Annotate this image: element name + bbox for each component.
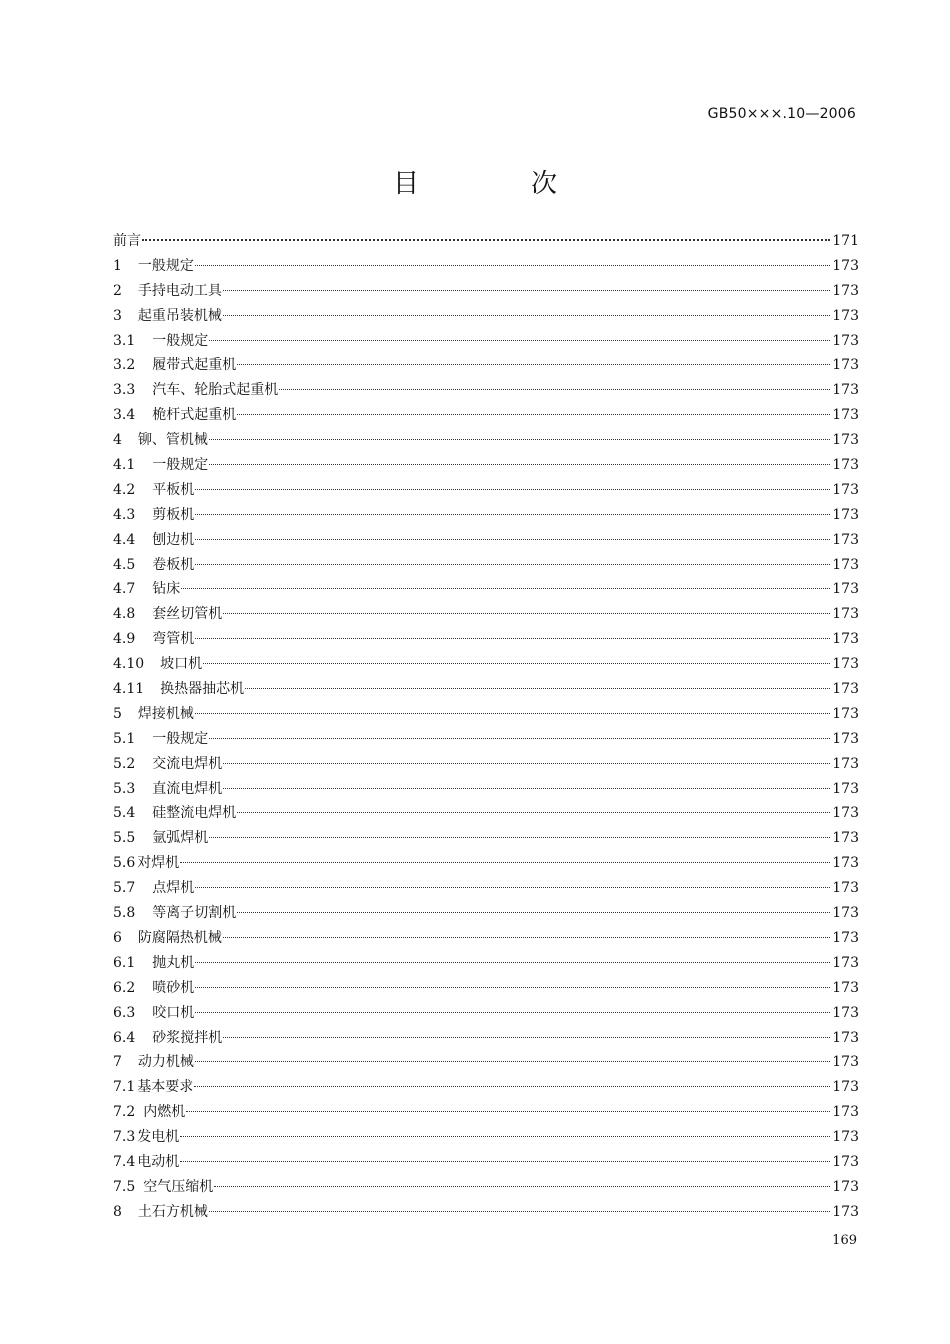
toc-entry-number: 3: [113, 307, 122, 324]
toc-entry-label: 钻床: [152, 581, 181, 598]
toc-entry-label: 前言: [113, 233, 141, 249]
toc-entry-label: 铆、管机械: [137, 432, 208, 449]
toc-entry-page: 173: [832, 432, 859, 449]
document-code: GB50×××.10—2006: [707, 106, 856, 122]
toc-entry-label: 剪板机: [152, 506, 195, 523]
toc-entry-label: 交流电焊机: [152, 755, 223, 772]
toc-entry-label: 一般规定: [152, 332, 209, 349]
toc-entry-page: 173: [832, 954, 859, 971]
toc-entry-page: 173: [832, 1178, 859, 1195]
toc-entry[interactable]: [113, 279, 859, 304]
toc-entry-number: 5.2: [113, 755, 136, 772]
toc-entry-label: 内燃机: [143, 1104, 186, 1121]
toc-entry-page: 173: [832, 1104, 859, 1121]
dot-leader: [195, 887, 830, 888]
toc-entry-page: 173: [832, 581, 859, 598]
toc-entry-label: 土石方机械: [137, 1203, 208, 1220]
toc-entry-label: 起重吊装机械: [137, 307, 222, 324]
dot-leader: [237, 364, 830, 365]
toc-entry-number: 6: [113, 929, 122, 946]
dot-leader: [195, 1012, 830, 1013]
toc-entry-number: 4.8: [113, 606, 136, 623]
toc-entry-number: 3.2: [113, 357, 136, 374]
toc-entry-page: 173: [832, 357, 859, 374]
toc-entry-label: 氩弧焊机: [152, 830, 209, 847]
toc-entry-label: 动力机械: [137, 1054, 194, 1071]
toc-entry-label: 一般规定: [137, 257, 194, 274]
toc-entry-number: 5.6: [113, 855, 136, 872]
toc-entry[interactable]: [113, 229, 859, 254]
toc-entry[interactable]: [113, 1050, 859, 1075]
dot-leader: [223, 763, 830, 764]
toc-entry[interactable]: [113, 1026, 859, 1051]
toc-entry-number: 4.7: [113, 581, 136, 598]
toc-entry[interactable]: [113, 353, 859, 378]
toc-entry[interactable]: [113, 951, 859, 976]
toc-entry-label: 履带式起重机: [152, 357, 237, 374]
toc-entry-number: 4.11: [113, 681, 145, 698]
toc-entry[interactable]: [113, 1125, 859, 1150]
toc-entry-number: 2: [113, 282, 122, 299]
toc-entry-label: 坡口机: [160, 656, 203, 673]
toc-entry-number: 4.4: [113, 531, 136, 548]
toc-entry-page: 173: [832, 307, 859, 324]
title-char-1: 目: [392, 169, 419, 199]
dot-leader: [223, 613, 830, 614]
toc-entry-number: 5.1: [113, 730, 136, 747]
toc-entry[interactable]: [113, 403, 859, 428]
toc-entry-label: 抛丸机: [152, 954, 195, 971]
toc-entry-page: 173: [832, 979, 859, 996]
toc-entry[interactable]: [113, 1075, 859, 1100]
toc-entry-page: 173: [832, 556, 859, 573]
dot-leader: [195, 638, 830, 639]
toc-entry-page: 173: [832, 805, 859, 822]
toc-entry-number: 7.4: [113, 1153, 136, 1170]
toc-entry[interactable]: [113, 1100, 859, 1125]
toc-entry[interactable]: [113, 627, 859, 652]
toc-entry-page: 173: [832, 606, 859, 623]
dot-leader: [195, 713, 830, 714]
toc-entry-page: 173: [832, 1203, 859, 1220]
dot-leader: [195, 489, 830, 490]
toc-entry[interactable]: [113, 702, 859, 727]
toc-entry-label: 套丝切管机: [152, 606, 223, 623]
toc-entry[interactable]: [113, 777, 859, 802]
toc-entry[interactable]: [113, 1175, 859, 1200]
toc-entry[interactable]: [113, 503, 859, 528]
toc-entry[interactable]: [113, 727, 859, 752]
toc-entry-page: 173: [832, 780, 859, 797]
toc-entry-number: 4: [113, 432, 122, 449]
toc-entry-number: 7: [113, 1054, 122, 1071]
toc-entry-page: 173: [832, 282, 859, 299]
toc-entry-page: 173: [832, 481, 859, 498]
table-of-contents: [113, 229, 859, 1225]
dot-leader: [223, 1037, 830, 1038]
toc-entry[interactable]: [113, 1200, 859, 1225]
dot-leader: [195, 564, 830, 565]
dot-leader: [223, 315, 830, 316]
toc-entry[interactable]: [113, 652, 859, 677]
toc-entry-label: 平板机: [152, 481, 195, 498]
title-char-2: 次: [531, 169, 558, 199]
dot-leader: [195, 962, 830, 963]
dot-leader: [214, 1186, 830, 1187]
toc-entry-label: 换热器抽芯机: [160, 681, 245, 698]
toc-entry-label: 直流电焊机: [152, 780, 223, 797]
toc-entry[interactable]: [113, 304, 859, 329]
toc-entry-label: 砂浆搅拌机: [152, 1029, 223, 1046]
toc-entry-label: 桅杆式起重机: [152, 407, 237, 424]
toc-entry[interactable]: [113, 478, 859, 503]
toc-entry-page: 173: [832, 382, 859, 399]
toc-entry-page: 173: [832, 1054, 859, 1071]
toc-entry-label: 喷砂机: [152, 979, 195, 996]
toc-entry-page: 173: [832, 1129, 859, 1146]
toc-entry[interactable]: [113, 801, 859, 826]
dot-leader: [223, 290, 830, 291]
toc-entry-page: 173: [832, 705, 859, 722]
dot-leader: [209, 837, 830, 838]
toc-entry-number: 4.5: [113, 556, 136, 573]
toc-entry-number: 7.5: [113, 1178, 136, 1195]
toc-entry[interactable]: [113, 577, 859, 602]
toc-entry-label: 防腐隔热机械: [137, 929, 222, 946]
toc-entry[interactable]: [113, 1150, 859, 1175]
toc-entry-label: 手持电动工具: [137, 282, 222, 299]
toc-entry-page: 173: [832, 730, 859, 747]
toc-entry-label: 发电机: [137, 1129, 180, 1146]
dot-leader: [237, 912, 830, 913]
dot-leader: [195, 539, 830, 540]
toc-entry[interactable]: [113, 752, 859, 777]
toc-entry-page: 173: [832, 332, 859, 349]
toc-entry-label: 汽车、轮胎式起重机: [152, 382, 279, 399]
toc-entry-page: 173: [832, 880, 859, 897]
dot-leader: [203, 663, 830, 664]
toc-entry[interactable]: [113, 378, 859, 403]
toc-entry-number: 7.1: [113, 1079, 136, 1096]
toc-entry-label: 一般规定: [152, 730, 209, 747]
toc-entry-number: 5.7: [113, 880, 136, 897]
toc-entry-label: 等离子切割机: [152, 905, 237, 922]
page-title: [0, 163, 950, 200]
toc-entry-label: 一般规定: [152, 457, 209, 474]
dot-leader: [245, 688, 830, 689]
toc-entry[interactable]: [113, 901, 859, 926]
dot-leader: [223, 788, 830, 789]
toc-entry-page: 173: [832, 656, 859, 673]
toc-entry-number: 4.9: [113, 631, 136, 648]
toc-entry-label: 硅整流电焊机: [152, 805, 237, 822]
toc-entry[interactable]: [113, 851, 859, 876]
dot-leader: [279, 389, 830, 390]
toc-entry-number: 3.3: [113, 382, 136, 399]
toc-entry-label: 卷板机: [152, 556, 195, 573]
toc-entry-number: 4.2: [113, 481, 136, 498]
page-number: 169: [832, 1233, 857, 1248]
toc-entry[interactable]: [113, 553, 859, 578]
toc-entry-number: 6.3: [113, 1004, 136, 1021]
toc-entry-page: 173: [832, 631, 859, 648]
dot-leader: [194, 1086, 830, 1087]
toc-entry-number: 1: [113, 257, 122, 274]
toc-entry[interactable]: [113, 428, 859, 453]
dot-leader: [209, 738, 830, 739]
toc-entry-page: 173: [832, 1004, 859, 1021]
toc-entry-number: 6.2: [113, 979, 136, 996]
dot-leader: [180, 1161, 830, 1162]
toc-entry-label: 弯管机: [152, 631, 195, 648]
toc-entry-page: 173: [832, 531, 859, 548]
dot-leader: [195, 1061, 830, 1062]
dot-leader: [209, 340, 830, 341]
toc-entry-label: 焊接机械: [137, 705, 194, 722]
toc-entry-number: 5.3: [113, 780, 136, 797]
toc-entry[interactable]: [113, 976, 859, 1001]
toc-entry[interactable]: [113, 677, 859, 702]
dot-leader: [237, 414, 830, 415]
toc-entry-page: 173: [832, 681, 859, 698]
toc-entry-page: 173: [832, 257, 859, 274]
toc-entry-label: 刨边机: [152, 531, 195, 548]
toc-entry-number: 5.5: [113, 830, 136, 847]
dot-leader: [181, 588, 830, 589]
toc-entry-number: 3.1: [113, 332, 136, 349]
toc-entry[interactable]: [113, 528, 859, 553]
dot-leader: [195, 987, 830, 988]
toc-entry[interactable]: [113, 1001, 859, 1026]
toc-entry-number: 5: [113, 705, 122, 722]
toc-entry-page: 173: [832, 407, 859, 424]
toc-entry-page: 173: [832, 905, 859, 922]
toc-entry-number: 6.1: [113, 954, 136, 971]
dot-leader: [142, 239, 830, 241]
toc-entry-number: 7.2: [113, 1104, 136, 1121]
toc-entry-page: 173: [832, 855, 859, 872]
toc-entry-page: 173: [832, 1153, 859, 1170]
toc-entry-page: 173: [832, 830, 859, 847]
toc-entry-number: 5.4: [113, 805, 136, 822]
toc-entry-number: 6.4: [113, 1029, 136, 1046]
toc-entry-page: 173: [832, 506, 859, 523]
toc-entry-label: 咬口机: [152, 1004, 195, 1021]
toc-entry-page: 173: [832, 755, 859, 772]
toc-entry[interactable]: [113, 926, 859, 951]
dot-leader: [180, 1136, 830, 1137]
toc-entry[interactable]: [113, 876, 859, 901]
toc-entry-label: 电动机: [137, 1153, 180, 1170]
toc-entry-label: 空气压缩机: [143, 1178, 214, 1195]
toc-entry-page: 171: [832, 233, 859, 249]
toc-entry-number: 4.1: [113, 457, 136, 474]
toc-entry-page: 173: [832, 457, 859, 474]
toc-entry[interactable]: [113, 254, 859, 279]
toc-entry-label: 点焊机: [152, 880, 195, 897]
toc-entry-number: 5.8: [113, 905, 136, 922]
toc-entry-page: 173: [832, 929, 859, 946]
dot-leader: [223, 937, 830, 938]
toc-entry[interactable]: [113, 453, 859, 478]
dot-leader: [209, 1211, 830, 1212]
dot-leader: [180, 862, 830, 863]
toc-entry[interactable]: [113, 826, 859, 851]
toc-entry-number: 4.3: [113, 506, 136, 523]
toc-entry-label: 基本要求: [137, 1079, 194, 1096]
dot-leader: [186, 1111, 830, 1112]
dot-leader: [237, 812, 830, 813]
toc-entry[interactable]: [113, 329, 859, 354]
toc-entry-page: 173: [832, 1029, 859, 1046]
dot-leader: [195, 265, 830, 266]
dot-leader: [209, 439, 830, 440]
toc-entry-label: 对焊机: [137, 855, 180, 872]
toc-entry[interactable]: [113, 602, 859, 627]
toc-entry-number: 4.10: [113, 656, 145, 673]
dot-leader: [195, 514, 830, 515]
toc-entry-page: 173: [832, 1079, 859, 1096]
toc-entry-number: 7.3: [113, 1129, 136, 1146]
toc-entry-number: 8: [113, 1203, 122, 1220]
dot-leader: [209, 464, 830, 465]
toc-entry-number: 3.4: [113, 407, 136, 424]
